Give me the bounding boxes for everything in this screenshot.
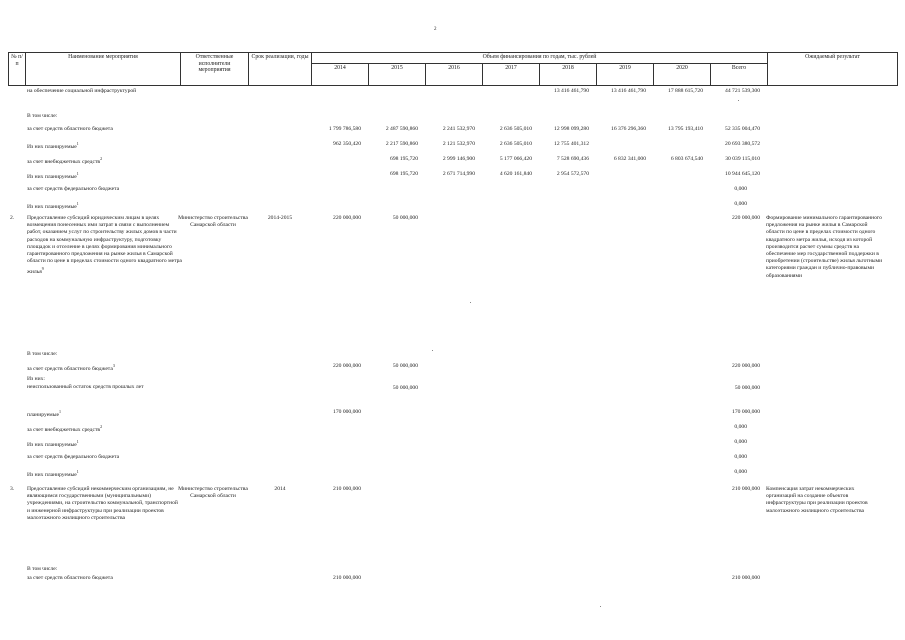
cell-value: 2 954 572,570: [556, 171, 589, 177]
cell-value: 2 671 714,990: [442, 171, 475, 177]
scan-speck: [600, 606, 601, 607]
header-name: Наименование мероприятия: [26, 53, 181, 86]
header-result: Ожидаемый результат: [768, 53, 898, 86]
header-executor: Ответственные исполнители мероприятия: [181, 53, 249, 86]
cell-value: 50 000,000: [734, 385, 760, 391]
cell-value: 7 528 690,436: [556, 156, 589, 162]
cell-value: 2 217 590,860: [385, 141, 418, 147]
cell-value: 0,000: [734, 439, 747, 445]
row-label: Из них планируемые$^1$: [27, 439, 79, 448]
scan-speck: [470, 302, 471, 303]
item-executor: Министерство строительства Самарской области: [178, 215, 248, 229]
cell-value: 2 241 532,970: [442, 126, 475, 132]
row-label: за счет средств федерального бюджета: [27, 186, 120, 192]
cell-value: 2 999 146,900: [442, 156, 475, 162]
incl-label: В том числе:: [27, 113, 58, 119]
cell-value: 210 000,000: [333, 575, 361, 581]
cell-value: 2 636 505,010: [499, 141, 532, 147]
item-name: Предоставление субсидий некоммерческим организациям, не являющимся государственными (муниципальными) учреждениями, на строительство коммунальной, транспортной и инженерной инфраструктуры при реализации проектов малоэтажного жилищного строительства: [27, 486, 178, 521]
header-year: Всего: [711, 64, 768, 86]
header-period: Срок реализации, годы: [249, 53, 312, 86]
row-label: неиспользованный остаток средств прошлых лет: [27, 384, 144, 390]
cell-value: 0,000: [734, 201, 747, 207]
cell-value: 962 350,420: [333, 141, 361, 147]
row-label: Из них планируемые$^1$: [27, 171, 79, 180]
cell-value: 1 799 786,580: [328, 126, 361, 132]
cell-value: 13 416 461,790: [611, 88, 646, 94]
cell-value: 220 000,000: [732, 215, 760, 221]
cell-value: 0,000: [734, 424, 747, 430]
row-label: Из них планируемые$^1$: [27, 141, 79, 150]
incl-label: В том числе:: [27, 351, 58, 357]
row-label: Из них планируемые$^1$: [27, 469, 79, 478]
cell-value: 210 000,000: [333, 486, 361, 492]
cell-value: 30 039 115,010: [725, 156, 760, 162]
cell-value: 0,000: [734, 454, 747, 460]
cell-value: 698 195,720: [390, 156, 418, 162]
cell-value: 170 000,000: [732, 409, 760, 415]
page-number: 2: [434, 27, 437, 32]
cell-value: 50 000,000: [392, 215, 418, 221]
cell-value: 5 177 066,420: [499, 156, 532, 162]
cell-value: 220 000,000: [333, 215, 361, 221]
cell-value: 13 795 193,410: [668, 126, 703, 132]
cell-value: 50 000,000: [392, 363, 418, 369]
cell-value: 10 944 645,120: [725, 171, 760, 177]
header-year: 2015: [369, 64, 426, 86]
cell-value: 4 620 161,840: [499, 171, 532, 177]
cell-value: 698 195,720: [390, 171, 418, 177]
cell-value: 13 416 461,790: [554, 88, 589, 94]
cell-value: 2 636 505,010: [499, 126, 532, 132]
header-year: 2020: [654, 64, 711, 86]
cell-value: 0,000: [734, 469, 747, 475]
header-year: 2014: [312, 64, 369, 86]
cell-value: 2 121 532,970: [442, 141, 475, 147]
header-funding: Объем финансирования по годам, тыс. рублей: [312, 53, 768, 64]
row-label: за счет средств областного бюджета$^3$: [27, 363, 115, 372]
cell-value: 16 376 296,360: [611, 126, 646, 132]
row-label: планируемые$^1$: [27, 409, 61, 418]
cell-value: 52 335 004,470: [725, 126, 760, 132]
header-year: 2016: [426, 64, 483, 86]
item-period: 2014: [274, 486, 286, 492]
header-year: 2018: [540, 64, 597, 86]
incl-label: В том числе:: [27, 566, 58, 572]
header-year: 2017: [483, 64, 540, 86]
cell-value: 2 487 590,860: [385, 126, 418, 132]
row-label: за счет средств областного бюджета: [27, 126, 113, 132]
item-name: Предоставление субсидий юридическим лицам в целях возмещения понесенных ими затрат в связи с выполнением работ, оказанием услуг по строительству жилых домов в части расходов на коммунальную инфраструктуру, подготовку площадок и отселение в целях формирования минимального гарантированного предложения на рынке жилья в Самарской области по цене в пределах стоимости одного квадратного метра жилья$^9$: [27, 215, 182, 276]
item-period: 2014-2015: [267, 215, 293, 221]
cell-value: 12 998 099,280: [554, 126, 589, 132]
header-number: № п/п: [9, 53, 26, 86]
cell-value: 50 000,000: [392, 385, 418, 391]
header-year: 2019: [597, 64, 654, 86]
cell-value: 210 000,000: [732, 486, 760, 492]
item-result: Формирование минимального гарантированного предложения на рынке жилья в Самарской области по цене в пределах стоимости одного квадратного метра жилья, исходя из которой производится расчет суммы средств на обеспечение мер государственной поддержки в приобретении (строительстве) жилья льготными категориями граждан и публично-правовыми образованиями: [766, 215, 883, 279]
cell-value: 0,000: [734, 186, 747, 192]
cell-value: 20 693 380,572: [725, 141, 760, 147]
row-label: за счет внебюджетных средств$^2$: [27, 156, 103, 165]
row-label: Из них:: [27, 376, 45, 382]
scan-speck: [432, 350, 433, 351]
row-label: Из них планируемые$^1$: [27, 201, 79, 210]
item-result: Компенсация затрат некоммерческих организаций на создание объектов инфраструктуры при реализации проектов малоэтажного жилищного строительства: [766, 486, 868, 514]
cell-value: 6 832 341,000: [613, 156, 646, 162]
item-number: 2.: [10, 215, 15, 221]
item-executor: Министерство строительства Самарской области: [178, 486, 248, 500]
row-label: за счет средств федерального бюджета: [27, 454, 120, 460]
item-number: 3.: [10, 486, 15, 492]
row-label: за счет средств областного бюджета: [27, 575, 113, 581]
cell-value: 6 803 674,540: [670, 156, 703, 162]
cell-value: 220 000,000: [333, 363, 361, 369]
scan-speck: [738, 100, 739, 101]
cell-value: 220 000,000: [732, 363, 760, 369]
table-header: [8, 52, 898, 86]
cell-value: 44 721 539,300: [725, 88, 760, 94]
row-label: за счет внебюджетных средств$^2$: [27, 424, 103, 433]
cell-value: 210 000,000: [732, 575, 760, 581]
row-label: на обеспечение социальной инфраструктурой: [27, 88, 137, 94]
cell-value: 17 888 615,720: [668, 88, 703, 94]
cell-value: 170 000,000: [333, 409, 361, 415]
cell-value: 12 755 401,312: [554, 141, 589, 147]
